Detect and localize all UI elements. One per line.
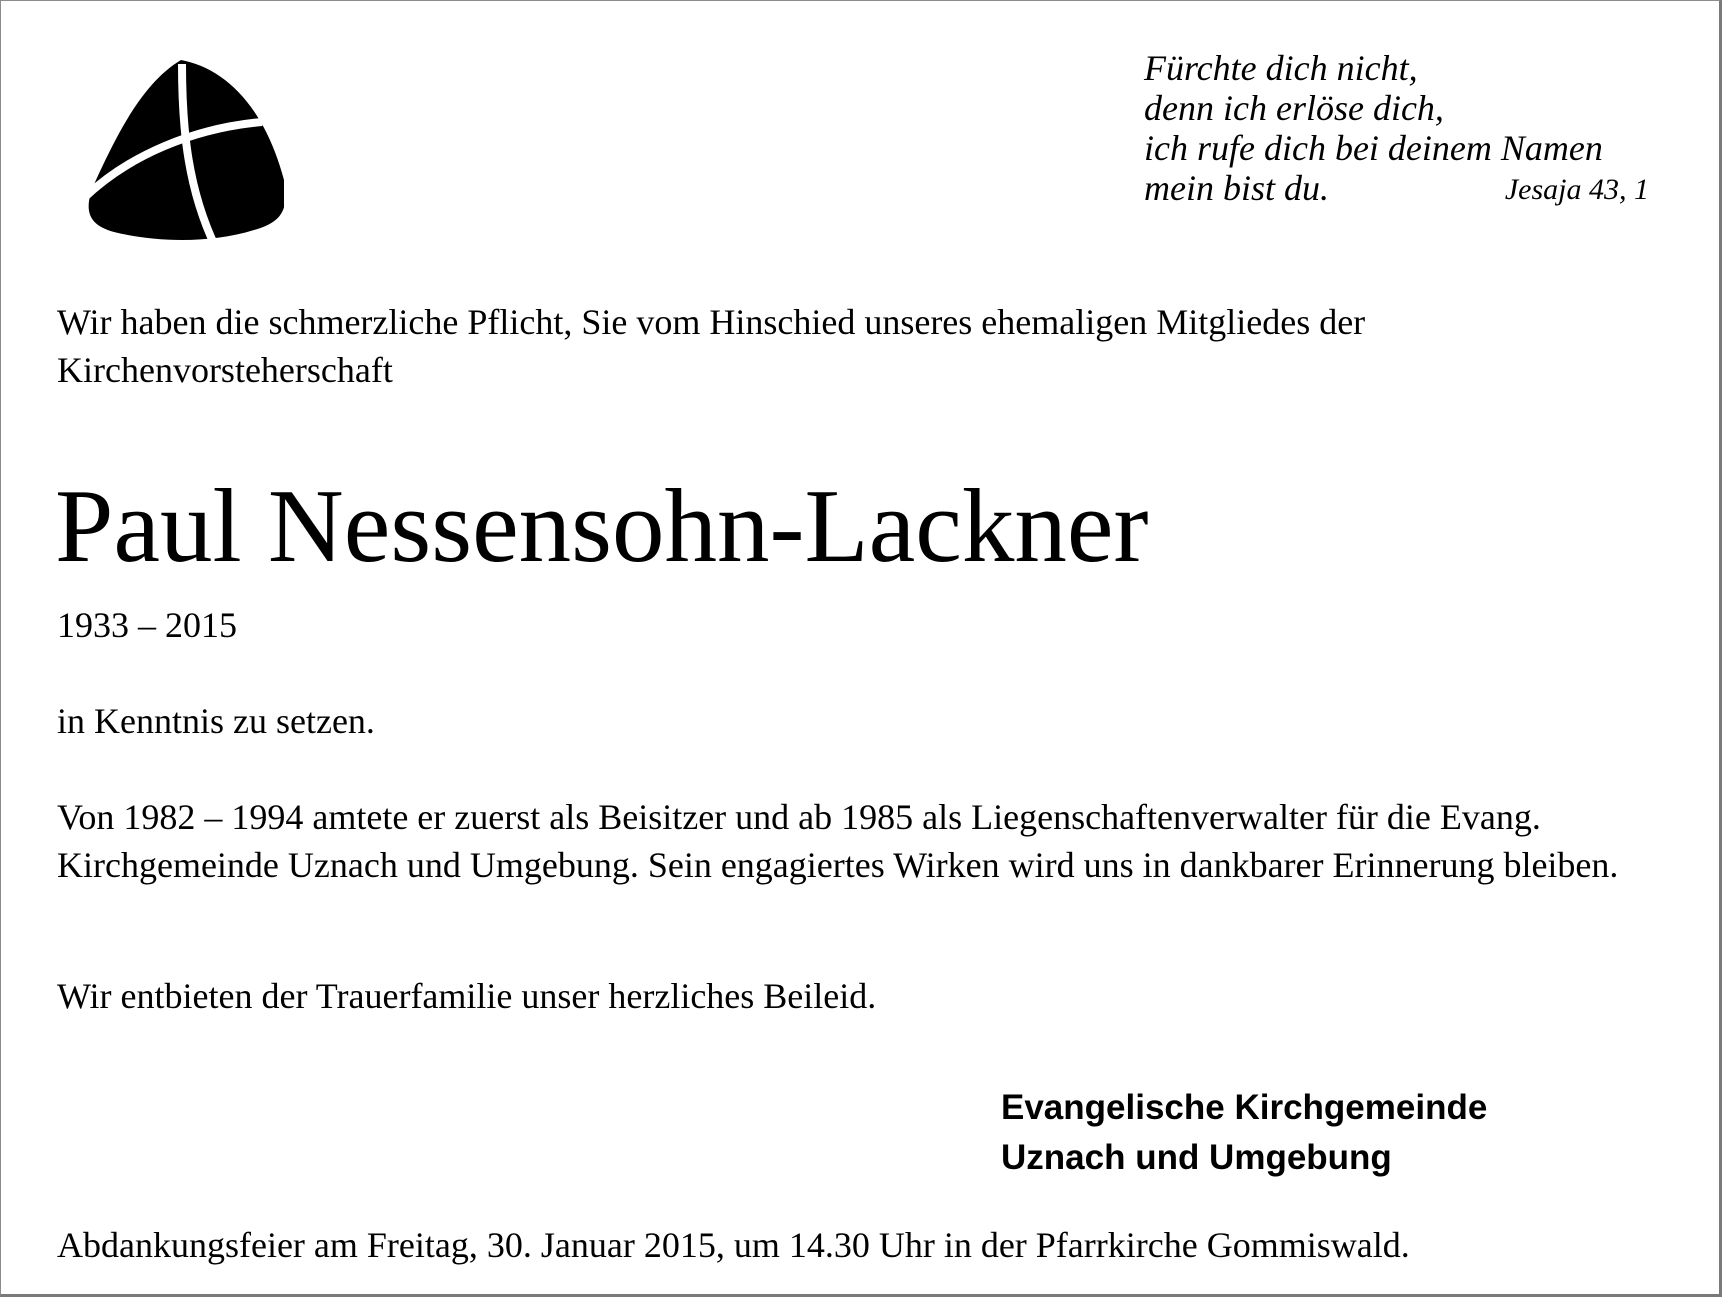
notice-text: in Kenntnis zu setzen.: [57, 701, 375, 741]
verse-reference: Jesaja 43, 1: [1504, 173, 1649, 206]
deceased-name: Paul Nessensohn-Lackner: [55, 467, 1149, 584]
condolence-text: Wir entbieten der Trauerfamilie unser herzliches Beileid.: [57, 976, 877, 1016]
signature-line-2: Uznach und Umgebung: [1001, 1138, 1392, 1177]
verse-line-last: [1144, 168, 1649, 208]
intro-text: Wir haben die schmerzliche Pflicht, Sie vom Hinschied unseres ehemaligen Mitgliedes der Kirchenvorsteherschaft: [57, 302, 1366, 390]
signature-line-1: Evangelische Kirchgemeinde: [1001, 1088, 1488, 1127]
biography-text: Von 1982 – 1994 amtete er zuerst als Beisitzer und ab 1985 als Liegenschaftenverwalter für die Evang. Kirchgemeinde Uznach und Umgebung. Sein engagiertes Wirken wird uns in dankbarer Erinnerung bleiben.: [57, 797, 1619, 885]
verse-line: denn ich erlöse dich,: [1144, 88, 1444, 128]
signature-block: [1001, 1083, 1487, 1183]
bible-verse: [1144, 48, 1649, 208]
life-years: 1933 – 2015: [57, 605, 237, 645]
verse-line: ich rufe dich bei deinem Namen: [1144, 128, 1603, 168]
verse-line: mein bist du.: [1144, 168, 1329, 208]
verse-line: Fürchte dich nicht,: [1144, 48, 1418, 88]
church-cross-logo-icon: [84, 60, 284, 250]
funeral-service-info: Abdankungsfeier am Freitag, 30. Januar 2015, um 14.30 Uhr in der Pfarrkirche Gommiswald.: [57, 1225, 1410, 1265]
